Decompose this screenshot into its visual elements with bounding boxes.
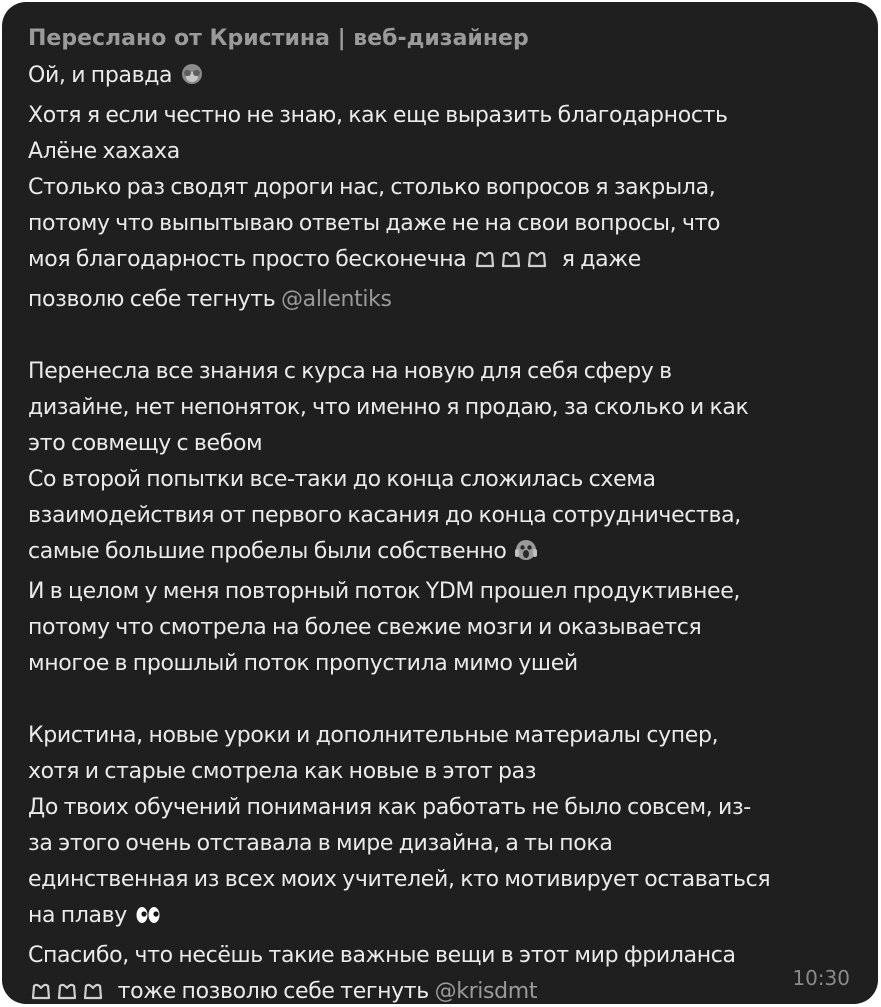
- message-line: [28, 58, 852, 98]
- message-line: потому что смотрела на более свежие мозги и оказывается: [28, 615, 702, 640]
- empty-line: [28, 682, 852, 718]
- message-fragment: тоже позволю себе тегнуть: [117, 979, 429, 1004]
- message-line: До твоих обучений понимания как работать не было совсем, из-: [28, 795, 751, 820]
- message-line: И в целом у меня повторный поток YDM прошел продуктивнее,: [28, 579, 741, 604]
- message-line: [28, 242, 852, 282]
- heart-hands-icon: [474, 246, 554, 282]
- forward-author[interactable]: Кристина | веб-дизайнер: [209, 26, 529, 51]
- message-fragment: самые большие пробелы были собственно: [28, 539, 507, 564]
- message-line: это совмещу с вебом: [28, 431, 263, 456]
- mention-link[interactable]: @krisdmt: [434, 979, 538, 1004]
- message-text: [28, 58, 852, 1004]
- see-no-evil-monkey-icon: [180, 62, 204, 98]
- message-fragment: Ой, и правда: [28, 63, 173, 88]
- message-fragment: позволю себе тегнуть: [28, 287, 276, 312]
- forwarded-from-header[interactable]: [28, 22, 852, 56]
- message-line: потому что выпытываю ответы даже не на свои вопросы, что: [28, 211, 721, 236]
- message-line: Алёне хахаха: [28, 139, 180, 164]
- message-line: многое в прошлый поток пропустила мимо ушей: [28, 651, 578, 676]
- message-line: дизайне, нет непоняток, что именно я продаю, за сколько и как: [28, 395, 749, 420]
- message-line: [28, 974, 852, 1004]
- message-line: Перенесла все знания с курса на новую для себя сферу в: [28, 359, 672, 384]
- message-line: единственная из всех моих учителей, кто мотивирует оставаться: [28, 867, 771, 892]
- message-fragment: моя благодарность просто бесконечна: [28, 247, 467, 272]
- message-line: за этого очень отставала в мире дизайна, а ты пока: [28, 831, 613, 856]
- empty-line: [28, 318, 852, 354]
- forward-prefix: Переслано от: [28, 26, 202, 51]
- forwarded-message-bubble[interactable]: [2, 2, 878, 1004]
- screaming-face-icon: [514, 538, 538, 574]
- message-line: Со второй попытки все-таки до конца сложилась схема: [28, 467, 656, 492]
- message-line: Хотя я если честно не знаю, как еще выразить благодарность: [28, 103, 728, 128]
- message-line: [28, 282, 852, 318]
- message-fragment: на плаву: [28, 903, 127, 928]
- message-line: [28, 534, 852, 574]
- message-timestamp: 10:30: [792, 966, 850, 990]
- message-line: [28, 898, 852, 938]
- message-line: Спасибо, что несёшь такие важные вещи в этот мир фриланса: [28, 943, 736, 968]
- heart-hands-icon: [30, 978, 110, 1004]
- eyes-icon: [135, 902, 161, 938]
- message-fragment: я даже: [561, 247, 641, 272]
- message-line: Столько раз сводят дороги нас, столько вопросов я закрыла,: [28, 175, 716, 200]
- message-line: хотя и старые смотрела как новые в этот раз: [28, 759, 537, 784]
- message-line: Кристина, новые уроки и дополнительные материалы супер,: [28, 723, 719, 748]
- message-line: взаимодействия от первого касания до конца сотрудничества,: [28, 503, 741, 528]
- mention-link[interactable]: @allentiks: [281, 287, 392, 312]
